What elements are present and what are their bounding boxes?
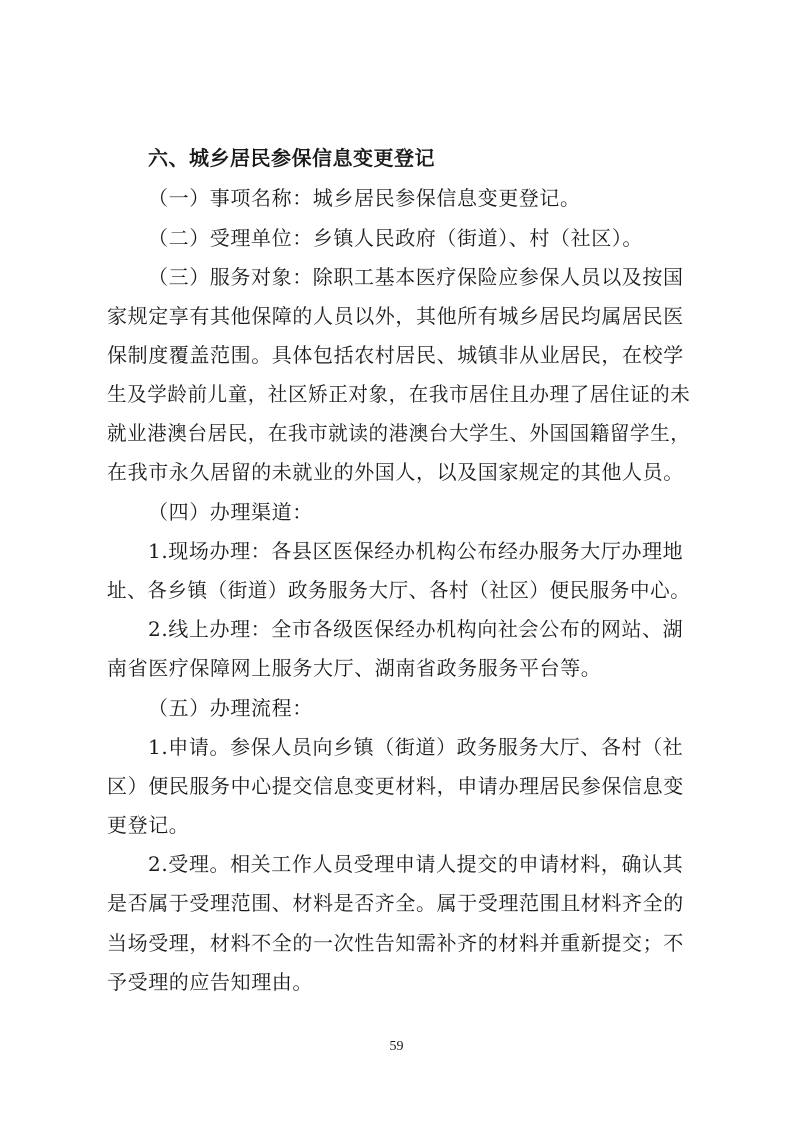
paragraph-line: 保制度覆盖范围。具体包括农村居民、城镇非从业居民，在校学 xyxy=(107,343,684,367)
paragraph-line: 是否属于受理范围、材料是否齐全。属于受理范围且材料齐全的 xyxy=(107,891,684,915)
section-heading: 六、城乡居民参保信息变更登记 xyxy=(148,146,435,170)
paragraph-line: 当场受理，材料不全的一次性告知需补齐的材料并重新提交；不 xyxy=(107,931,684,955)
paragraph-line: （二）受理单位：乡镇人民政府（街道）、村（社区）。 xyxy=(148,226,643,250)
paragraph-line: 南省医疗保障网上服务大厅、湖南省政务服务平台等。 xyxy=(107,656,602,680)
paragraph-line: 就业港澳台居民，在我市就读的港澳台大学生、外国国籍留学生， xyxy=(107,421,691,445)
paragraph-line: 予受理的应告知理由。 xyxy=(107,970,313,994)
paragraph-line: （三）服务对象：除职工基本医疗保险应参保人员以及按国 xyxy=(148,265,684,289)
paragraph-line: （一）事项名称：城乡居民参保信息变更登记。 xyxy=(148,186,581,210)
paragraph-line: 2.受理。相关工作人员受理申请人提交的申请材料，确认其 xyxy=(148,852,684,876)
paragraph-line: 1.现场办理：各县区医保经办机构公布经办服务大厅办理地 xyxy=(148,539,684,563)
paragraph-line: （五）办理流程： xyxy=(148,696,313,720)
paragraph-line: 2.线上办理：全市各级医保经办机构向社会公布的网站、湖 xyxy=(148,617,684,641)
page-number: 59 xyxy=(389,1039,404,1054)
paragraph-line: （四）办理渠道： xyxy=(148,500,313,524)
paragraph-line: 家规定享有其他保障的人员以外，其他所有城乡居民均属居民医 xyxy=(107,304,684,328)
paragraph-line: 生及学龄前儿童，社区矫正对象，在我市居住且办理了居住证的未 xyxy=(107,382,691,406)
paragraph-line: 在我市永久居留的未就业的外国人，以及国家规定的其他人员。 xyxy=(107,460,684,484)
paragraph-line: 址、各乡镇（街道）政务服务大厅、各村（社区）便民服务中心。 xyxy=(107,578,691,602)
paragraph-line: 更登记。 xyxy=(107,813,190,837)
paragraph-line: 区）便民服务中心提交信息变更材料，申请办理居民参保信息变 xyxy=(107,774,684,798)
paragraph-line: 1.申请。参保人员向乡镇（街道）政务服务大厅、各村（社 xyxy=(148,735,684,759)
